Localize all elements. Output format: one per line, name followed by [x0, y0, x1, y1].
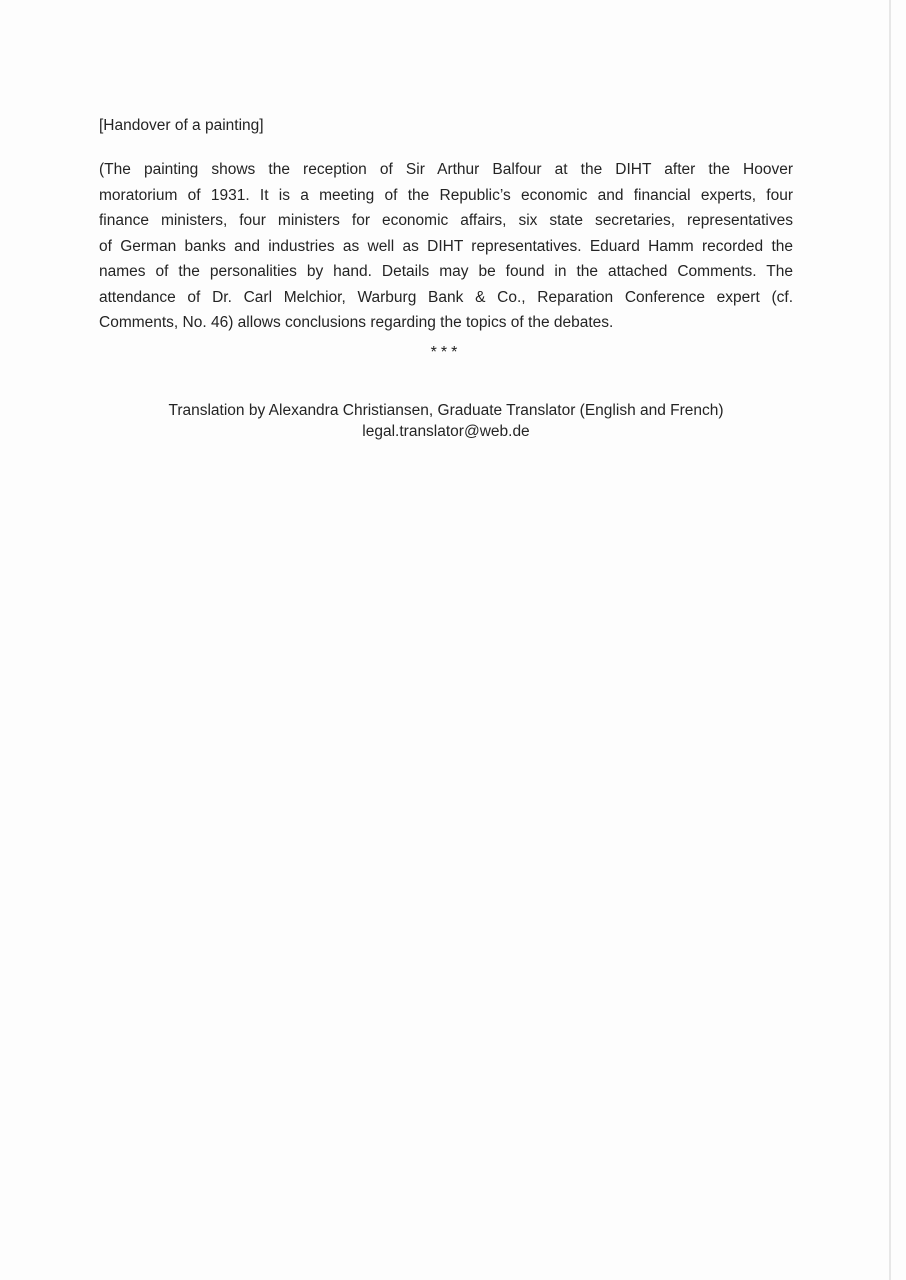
paragraph-line: of German banks and industries as well as DIHT representatives. Eduard Hamm recorded the: [99, 237, 793, 255]
paragraph-line: names of the personalities by hand. Details may be found in the attached Comments. The: [99, 263, 793, 280]
paragraph-line: finance ministers, four ministers for economic affairs, six state secretaries, representatives: [99, 212, 793, 229]
asterisk-separator: ***: [430, 343, 462, 361]
paragraph-line: attendance of Dr. Carl Melchior, Warburg Bank & Co., Reparation Conference expert (cf.: [99, 288, 793, 306]
body-paragraph: [99, 157, 793, 336]
translator-credit-line: Translation by Alexandra Christiansen, Graduate Translator (English and French): [168, 401, 724, 419]
paragraph-line: (The painting shows the reception of Sir Arthur Balfour at the DIHT after the Hoover: [99, 161, 793, 178]
translator-email: legal.translator@web.de: [362, 422, 530, 440]
paragraph-line: Comments, No. 46) allows conclusions regarding the topics of the debates.: [99, 314, 614, 331]
translation-credit-block: [99, 400, 793, 442]
text-column: [99, 117, 793, 442]
document-title: [Handover of a painting]: [99, 117, 264, 134]
paragraph-line: moratorium of 1931. It is a meeting of the Republic’s economic and financial experts, four: [99, 186, 793, 204]
scan-edge-artifact: [889, 0, 891, 1280]
